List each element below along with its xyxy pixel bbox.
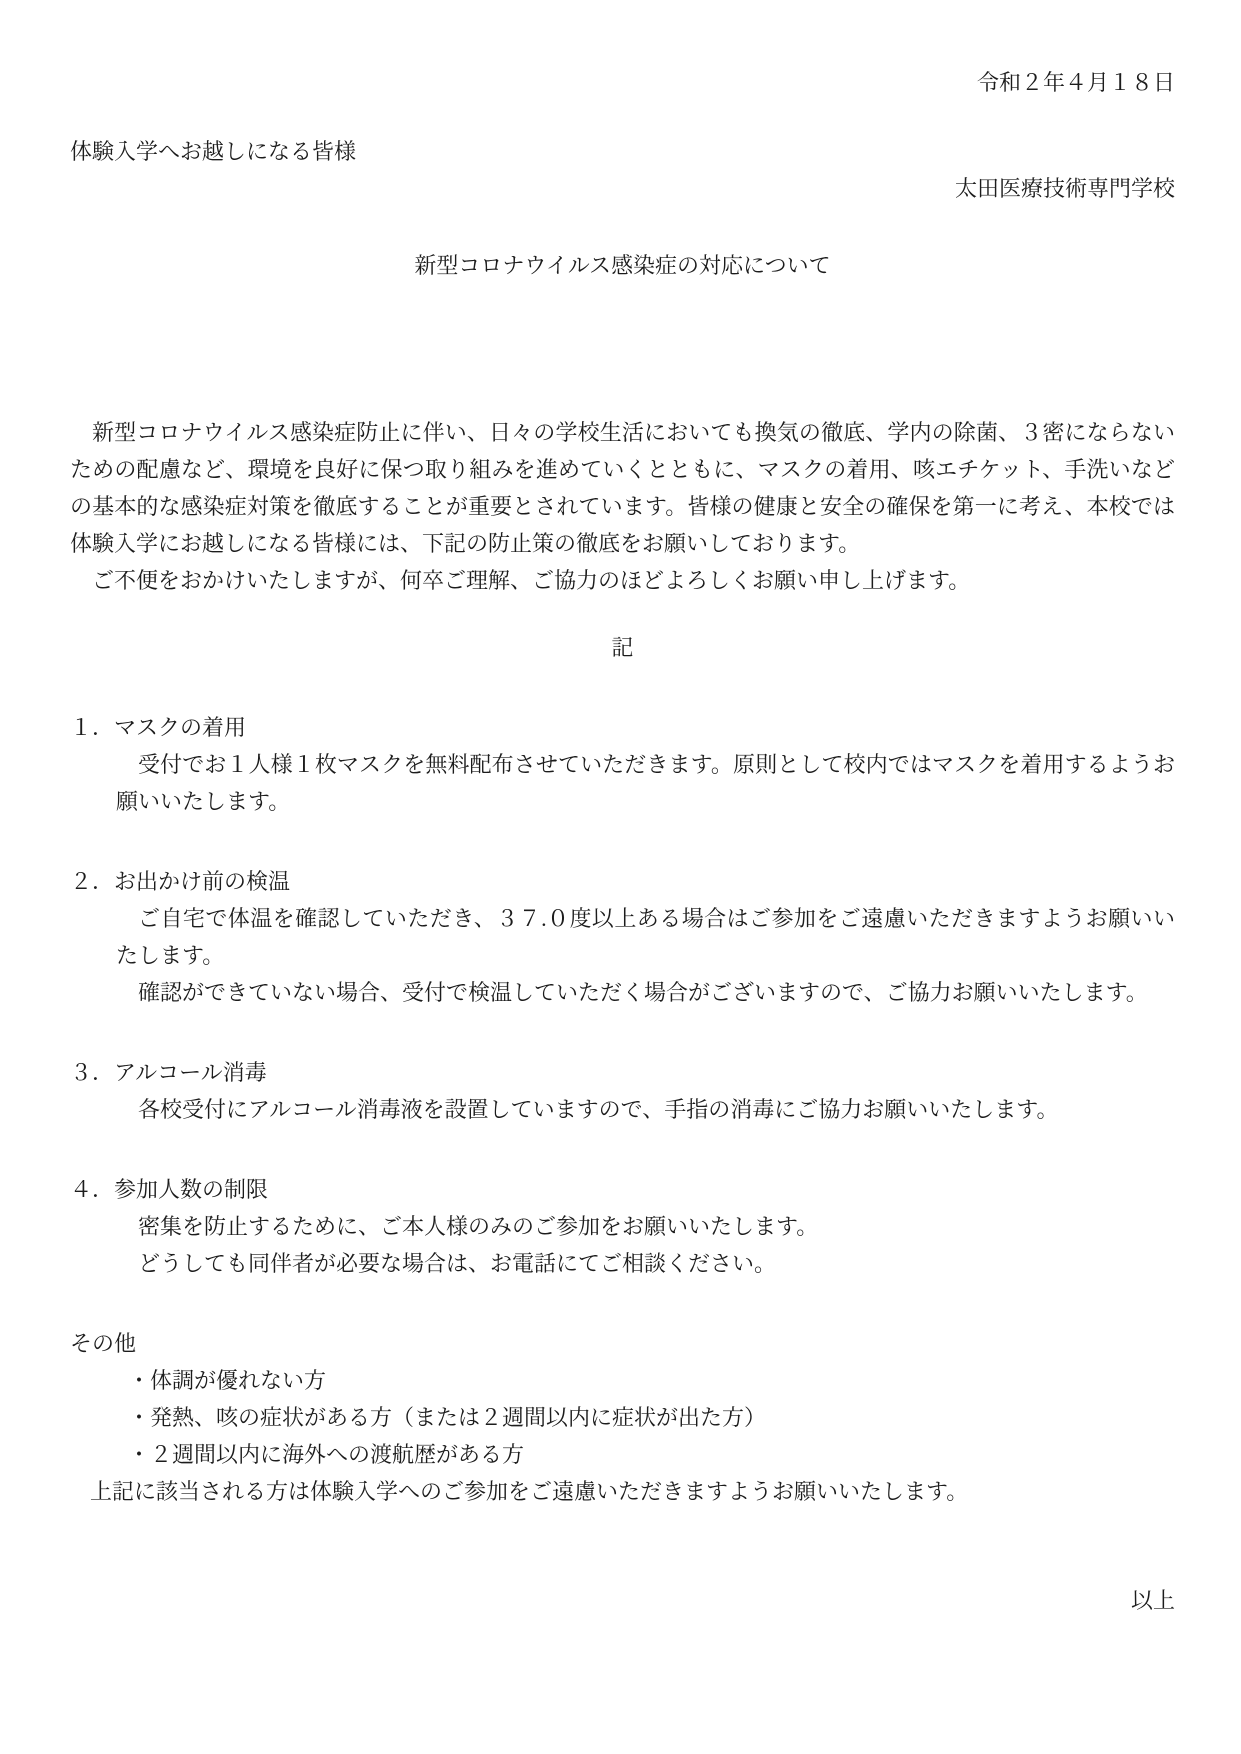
section-paragraph: ご自宅で体温を確認していただき、３７.０度以上ある場合はご参加をご遠慮いただきますようお願いいたします。	[116, 906, 1175, 968]
section-paragraph: 各校受付にアルコール消毒液を設置していますので、手指の消毒にご協力お願いいたします。	[138, 1097, 1059, 1122]
addressee: 体験入学へお越しになる皆様	[70, 139, 357, 164]
document-title: 新型コロナウイルス感染症の対応について	[414, 253, 831, 278]
section-body	[70, 900, 1175, 1011]
section-paragraph: 確認ができていない場合、受付で検温していただく場合がございますので、ご協力お願いいたします。	[138, 980, 1148, 1005]
section-paragraph: 密集を防止するために、ご本人様のみのご参加をお願いいたします。	[138, 1214, 819, 1239]
section-paragraph: どうしても同伴者が必要な場合は、お電話にてご相談ください。	[138, 1251, 777, 1276]
bullet-item: ・２週間以内に海外への渡航歴がある方	[128, 1442, 525, 1467]
section-heading: ４．参加人数の制限	[70, 1177, 269, 1202]
others-items	[70, 1362, 1175, 1473]
sender: 太田医療技術専門学校	[954, 176, 1175, 201]
record-marker: 記	[611, 635, 634, 660]
section-participant-limit	[70, 1171, 1175, 1282]
document-date: 令和２年４月１８日	[976, 70, 1175, 95]
section-heading: １．マスクの着用	[70, 715, 247, 740]
section-alcohol-disinfection	[70, 1054, 1175, 1128]
bullet-item: ・体調が優れない方	[128, 1368, 327, 1393]
closing-marker: 以上	[1130, 1588, 1175, 1613]
section-others	[70, 1325, 1175, 1510]
bullet-item: ・発熱、咳の症状がある方（または２週間以内に症状が出た方）	[128, 1405, 767, 1430]
others-heading: その他	[70, 1331, 137, 1356]
section-heading: ３．アルコール消毒	[70, 1060, 267, 1085]
section-heading: ２．お出かけ前の検温	[70, 869, 291, 894]
section-paragraph: 受付でお１人様１枚マスクを無料配布させていただきます。原則として校内ではマスクを着用するようお願いいたします。	[116, 752, 1175, 814]
section-body	[70, 746, 1175, 820]
intro-paragraphs	[70, 414, 1175, 599]
intro-paragraph: ご不便をおかけいたしますが、何卒ご理解、ご協力のほどよろしくお願い申し上げます。	[92, 568, 971, 593]
section-body	[70, 1091, 1175, 1128]
intro-paragraph: 新型コロナウイルス感染症防止に伴い、日々の学校生活においても換気の徹底、学内の除菌、３密にならないための配慮など、環境を良好に保つ取り組みを進めていくとともに、マスクの着用、咳エチケット、手洗いなどの基本的な感染症対策を徹底することが重要とされています。皆様の健康と安全の確保を第一に考え、本校では体験入学にお越しになる皆様には、下記の防止策の徹底をお願いしております。	[70, 420, 1175, 556]
section-temperature-check	[70, 863, 1175, 1011]
section-mask	[70, 709, 1175, 820]
others-note: 上記に該当される方は体験入学へのご参加をご遠慮いただきますようお願いいたします。	[90, 1479, 969, 1504]
section-body	[70, 1208, 1175, 1282]
